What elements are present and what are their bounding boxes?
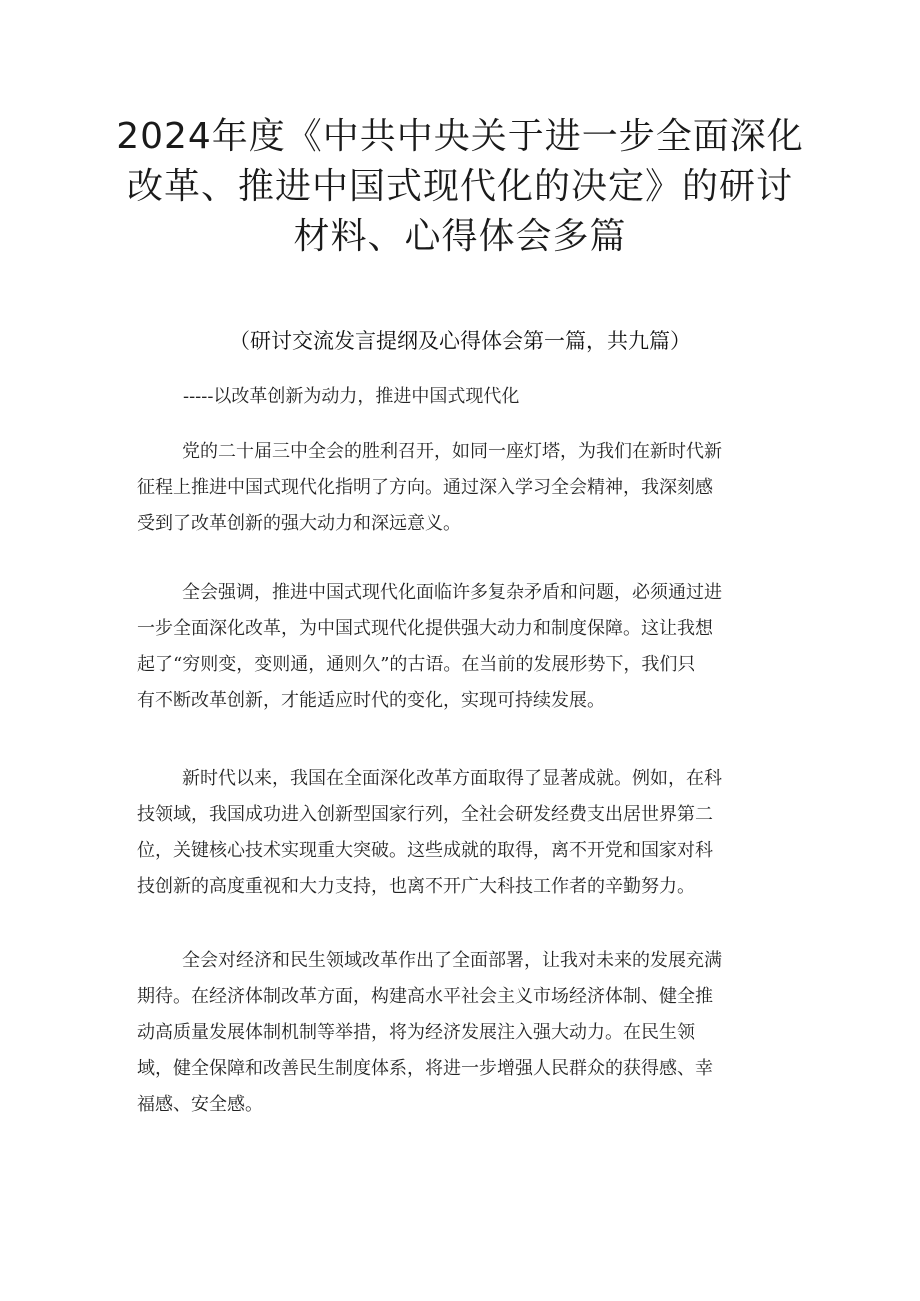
section-subtitle: （研讨交流发言提纲及心得体会第一篇，共九篇）	[229, 329, 691, 353]
paragraph	[137, 943, 787, 1123]
paragraph	[137, 434, 787, 542]
paragraph-line: 一步全面深化改革，为中国式现代化提供强大动力和制度保障。这让我想	[137, 618, 713, 639]
title-line: 材料、心得体会多篇	[293, 216, 627, 257]
section-tagline: -----以改革创新为动力，推进中国式现代化	[183, 386, 520, 407]
paragraph-line: 党的二十届三中全会的胜利召开，如同一座灯塔，为我们在新时代新	[182, 441, 722, 462]
paragraph-line: 福感、安全感。	[137, 1094, 263, 1115]
paragraph-line: 全会对经济和民生领域改革作出了全面部署，让我对未来的发展充满	[182, 950, 722, 971]
title-line: 改革、推进中国式现代化的决定》的研讨	[126, 166, 793, 207]
paragraph-line: 期待。在经济体制改革方面，构建高水平社会主义市场经济体制、健全推	[137, 986, 713, 1007]
paragraph-line: 动高质量发展体制机制等举措，将为经济发展注入强大动力。在民生领	[137, 1022, 695, 1043]
paragraph-line: 受到了改革创新的强大动力和深远意义。	[137, 513, 461, 534]
paragraph-line: 技领域，我国成功进入创新型国家行列，全社会研发经费支出居世界第二	[137, 804, 713, 825]
paragraph-line: 征程上推进中国式现代化指明了方向。通过深入学习全会精神，我深刻感	[137, 477, 713, 498]
paragraph-line: 位，关键核心技术实现重大突破。这些成就的取得，离不开党和国家对科	[137, 840, 713, 861]
title-line: 2024年度《中共中央关于进一步全面深化	[116, 116, 804, 157]
paragraph-line: 技创新的高度重视和大力支持，也离不开广大科技工作者的辛勤努力。	[137, 876, 695, 897]
paragraph	[137, 575, 787, 719]
paragraph	[137, 761, 787, 905]
paragraph-line: 有不断改革创新，才能适应时代的变化，实现可持续发展。	[137, 690, 605, 711]
paragraph-line: 起了“穷则变，变则通，通则久”的古语。在当前的发展形势下，我们只	[137, 654, 696, 675]
paragraph-line: 域，健全保障和改善民生制度体系，将进一步增强人民群众的获得感、幸	[137, 1058, 713, 1079]
paragraph-line: 全会强调，推进中国式现代化面临许多复杂矛盾和问题，必须通过进	[182, 582, 722, 603]
document-title	[110, 112, 810, 262]
paragraph-line: 新时代以来，我国在全面深化改革方面取得了显著成就。例如，在科	[182, 768, 722, 789]
